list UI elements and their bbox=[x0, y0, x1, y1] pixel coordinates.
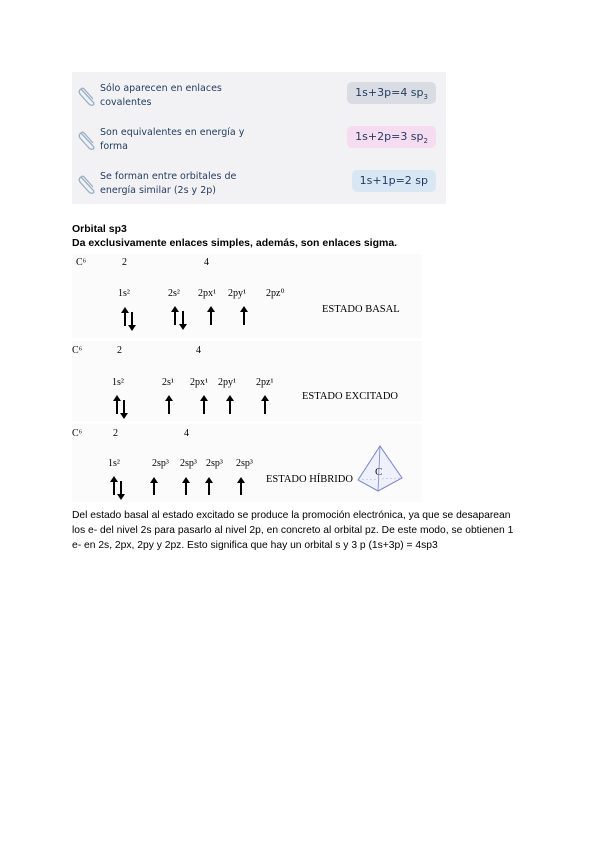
shell-count: 2 bbox=[117, 345, 122, 356]
electron-up-arrow bbox=[174, 311, 176, 325]
electron-up-arrow bbox=[124, 312, 126, 326]
electron-up-arrow bbox=[203, 400, 205, 414]
orbital-label: 2sp³ bbox=[152, 458, 169, 469]
orbital-label: 2pz¹ bbox=[256, 377, 274, 388]
electron-down-arrow bbox=[131, 312, 133, 326]
row-text: Sólo aparecen en enlaces covalentes bbox=[100, 83, 222, 108]
element-symbol: C⁶ bbox=[72, 428, 83, 439]
electron-up-arrow bbox=[185, 482, 187, 495]
orbital-label: 2pz⁰ bbox=[266, 288, 285, 299]
orbital-label: 1s² bbox=[112, 377, 124, 388]
shell-count: 2 bbox=[113, 428, 118, 439]
electron-up-arrow bbox=[243, 311, 245, 325]
tetrahedron-icon bbox=[354, 444, 406, 494]
card-row bbox=[72, 162, 446, 206]
excited-state-panel bbox=[72, 341, 422, 421]
electron-up-arrow bbox=[229, 400, 231, 414]
electron-up-arrow bbox=[240, 482, 242, 495]
shell-count: 2 bbox=[122, 257, 127, 268]
section-title: Orbital sp3 bbox=[72, 223, 127, 235]
electron-up-arrow bbox=[113, 481, 115, 495]
electron-down-arrow bbox=[120, 481, 122, 495]
state-label: ESTADO EXCITADO bbox=[302, 391, 399, 402]
orbital-label: 2sp³ bbox=[206, 458, 223, 469]
paperclip-icon bbox=[78, 128, 98, 150]
element-symbol: C⁶ bbox=[72, 345, 83, 356]
orbital-label: 2px¹ bbox=[190, 377, 208, 388]
paperclip-icon bbox=[78, 172, 98, 194]
formula-chip: 1s+1p=2 sp bbox=[352, 170, 436, 192]
state-label: ESTADO HÍBRIDO bbox=[266, 474, 353, 485]
paperclip-icon bbox=[78, 84, 98, 106]
orbital-label: 2py¹ bbox=[228, 288, 246, 299]
row-text: Son equivalentes en energía y forma bbox=[100, 127, 245, 152]
state-label: ESTADO BASAL bbox=[322, 304, 400, 315]
basal-state-panel bbox=[72, 254, 422, 338]
electron-down-arrow bbox=[123, 400, 125, 414]
orbital-label: 2px¹ bbox=[198, 288, 216, 299]
section-subtitle: Da exclusivamente enlaces simples, además, son enlaces sigma. bbox=[72, 237, 398, 249]
electron-up-arrow bbox=[208, 482, 210, 495]
electron-up-arrow bbox=[116, 400, 118, 414]
shell-count: 4 bbox=[196, 345, 201, 356]
formula-chip: 1s+3p=4 $sp_3$ bbox=[347, 82, 436, 104]
electron-down-arrow bbox=[182, 311, 184, 325]
electron-up-arrow bbox=[168, 400, 170, 414]
orbital-label: 2s¹ bbox=[162, 377, 174, 388]
row-text: Se forman entre orbitales de energía similar (2s y 2p) bbox=[100, 171, 237, 196]
orbital-label: 2sp³ bbox=[236, 458, 253, 469]
orbital-label: 2py¹ bbox=[218, 377, 236, 388]
shell-count: 4 bbox=[184, 428, 189, 439]
orbital-label: 2s² bbox=[168, 288, 180, 299]
orbital-label: 1s² bbox=[108, 458, 120, 469]
electron-configuration-figure bbox=[72, 254, 422, 502]
card-row bbox=[72, 118, 446, 162]
orbital-label: 2sp³ bbox=[180, 458, 197, 469]
orbital-label: 1s² bbox=[118, 288, 130, 299]
formula-chip: 1s+2p=3 $sp_2$ bbox=[347, 126, 436, 148]
atom-label: C bbox=[375, 466, 383, 478]
hybridization-card bbox=[72, 72, 446, 204]
hybrid-state-panel bbox=[72, 424, 422, 502]
element-symbol: C⁶ bbox=[76, 257, 87, 268]
electron-up-arrow bbox=[210, 311, 212, 325]
shell-count: 4 bbox=[204, 257, 209, 268]
card-row bbox=[72, 74, 446, 118]
electron-up-arrow bbox=[153, 482, 155, 495]
explanation-paragraph: Del estado basal al estado excitado se produce la promoción electrónica, ya que se desaparean los e- del nivel 2s para pasarlo al nivel 2p, en concreto al orbital pz. De este modo, se obtienen 1 e- en 2s, 2px, 2py y 2pz. Esto significa que hay un orbital s y 3 p (1s+3p) = 4sp3 bbox=[72, 510, 514, 551]
electron-up-arrow bbox=[264, 400, 266, 414]
